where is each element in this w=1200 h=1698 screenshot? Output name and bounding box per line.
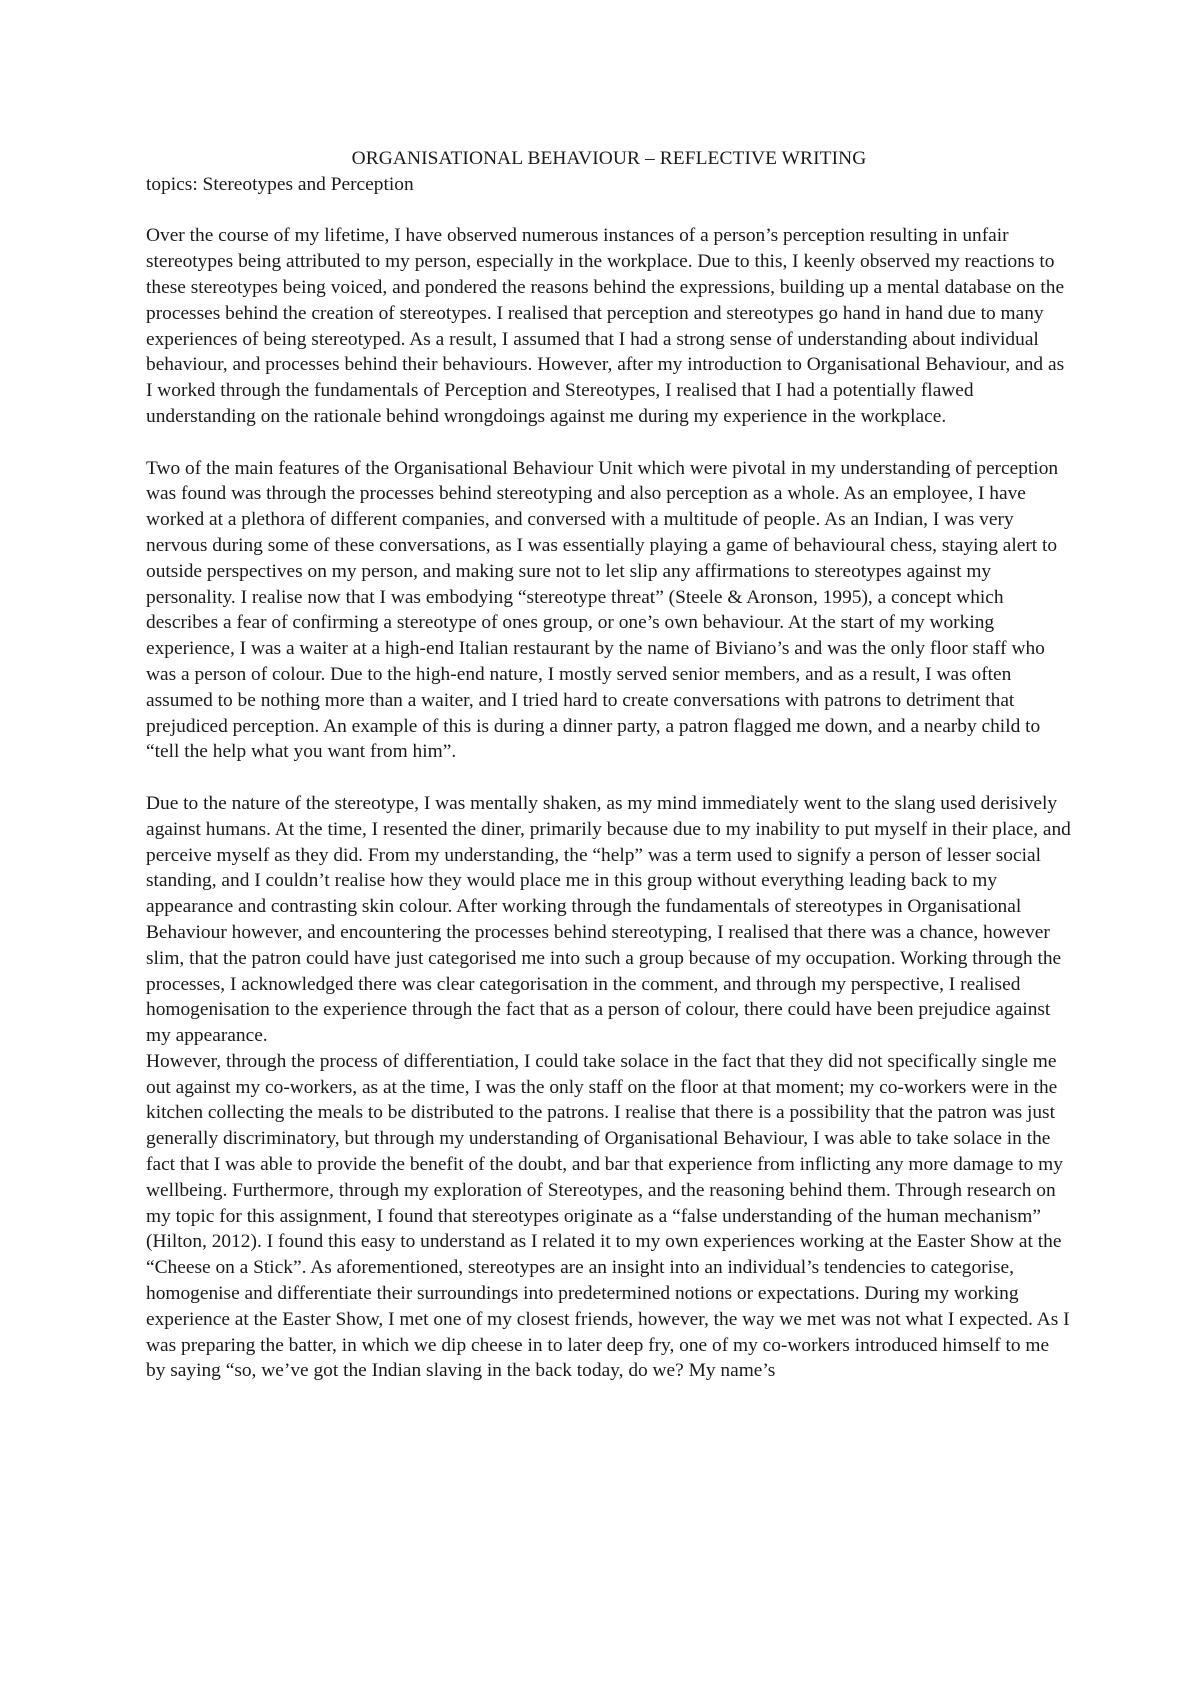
document-title: ORGANISATIONAL BEHAVIOUR – REFLECTIVE WRITING [351,148,867,169]
document-body [146,146,1072,1384]
paragraph-4: However, through the process of differentiation, I could take solace in the fact that they did not specifically single me out against my co-workers, as at the time, I was the only staff on the floor at that moment; my co-workers were in the kitchen collecting the meals to be distributed to the patrons. I realise that there is a possibility that the patron was just generally discriminatory, but through my understanding of Organisational Behaviour, I was able to take solace in the fact that I was able to provide the benefit of the doubt, and bar that experience from inflicting any more damage to my wellbeing. Furthermore, through my exploration of Stereotypes, and the reasoning behind them. Through research on my topic for this assignment, I found that stereotypes originate as a “false understanding of the human mechanism” (Hilton, 2012). I found this easy to understand as I related it to my own experiences working at the Easter Show at the “Cheese on a Stick”. As aforementioned, stereotypes are an insight into an individual’s tendencies to categorise, homogenise and differentiate their surroundings into predetermined notions or expectations. During my working experience at the Easter Show, I met one of my closest friends, however, the way we met was not what I expected. As I was preparing the batter, in which we dip cheese in to later deep fry, one of my co-workers introduced himself to me by saying “so, we’ve got the Indian slaving in the back today, do we? My name’s [146,1050,1070,1382]
paragraph-2: Two of the main features of the Organisational Behaviour Unit which were pivotal in my understanding of perception was found was through the processes behind stereotyping and also perception as a whole. As an employee, I have worked at a plethora of different companies, and conversed with a multitude of people. As an Indian, I was very nervous during some of these conversations, as I was essentially playing a game of behavioural chess, staying alert to outside perspectives on my person, and making sure not to let slip any affirmations to stereotypes against my personality. I realise now that I was embodying “stereotype threat” (Steele & Aronson, 1995), a concept which describes a fear of confirming a stereotype of ones group, or one’s own behaviour. At the start of my working experience, I was a waiter at a high-end Italian restaurant by the name of Biviano’s and was the only floor staff who was a person of colour. Due to the high-end nature, I mostly served senior members, and as a result, I was often assumed to be nothing more than a waiter, and I tried hard to create conversations with patrons to detriment that prejudiced perception. An example of this is during a dinner party, a patron flagged me down, and a nearby child to “tell the help what you want from him”. [146,457,1059,763]
paragraph-3: Due to the nature of the stereotype, I was mentally shaken, as my mind immediately went to the slang used derisively against humans. At the time, I resented the diner, primarily because due to my inability to put myself in their place, and perceive myself as they did. From my understanding, the “help” was a term used to signify a person of lesser social standing, and I couldn’t realise how they would place me in this group without everything leading back to my appearance and contrasting skin colour. After working through the fundamentals of stereotypes in Organisational Behaviour however, and encountering the processes behind stereotyping, I realised that there was a chance, however slim, that the patron could have just categorised me into such a group because of my occupation. Working through the processes, I acknowledged there was clear categorisation in the comment, and through my perspective, I realised homogenisation to the experience through the fact that as a person of colour, there could have been prejudice against my appearance. [146,792,1071,1047]
paragraph-gap [146,765,1072,791]
paragraph-gap [146,430,1072,456]
document-topics: topics: Stereotypes and Perception [146,173,414,195]
paragraph-1: Over the course of my lifetime, I have observed numerous instances of a person’s perception resulting in unfair stereotypes being attributed to my person, especially in the workplace. Due to this, I keenly observed my reactions to these stereotypes being voiced, and pondered the reasons behind the expressions, building up a mental database on the processes behind the creation of stereotypes. I realised that perception and stereotypes go hand in hand due to many experiences of being stereotyped. As a result, I assumed that I had a strong sense of understanding about individual behaviour, and processes behind their behaviours. However, after my introduction to Organisational Behaviour, and as I worked through the fundamentals of Perception and Stereotypes, I realised that I had a potentially flawed understanding on the rationale behind wrongdoings against me during my experience in the workplace. [146,225,1065,427]
paragraph-gap [146,198,1072,224]
